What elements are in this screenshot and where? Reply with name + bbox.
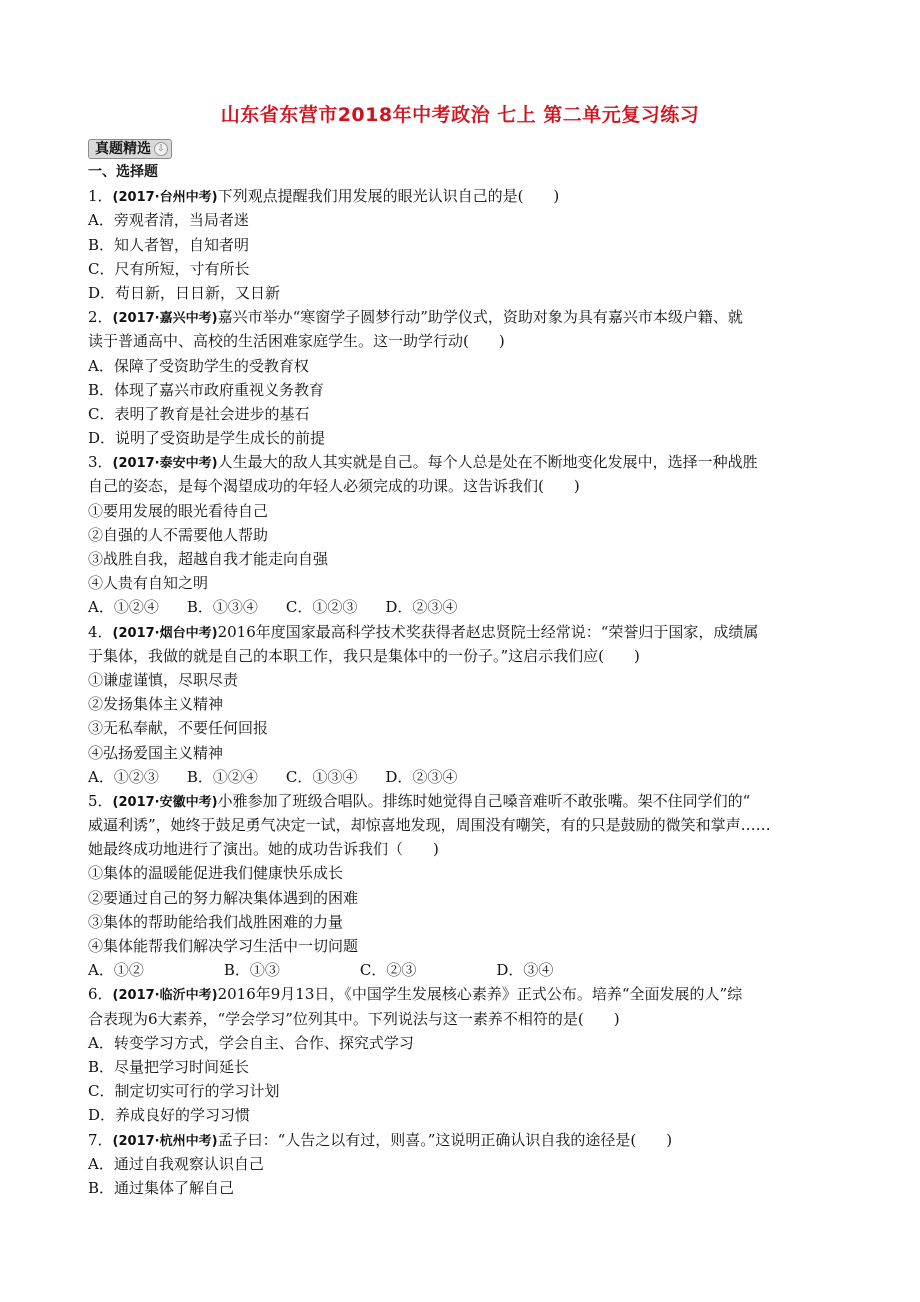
question-source: (2017·台州中考) (112, 190, 218, 206)
answer-choice: C．②③ (359, 961, 417, 980)
answer-choice: D．②③④ (385, 767, 458, 786)
answer-choice: B．①③④ (186, 598, 258, 617)
document-title: 山东省东营市2018年中考政治 七上 第二单元复习练习 (220, 104, 700, 126)
question-number: 6． (88, 985, 113, 1004)
answer-option: C．尺有所短，寸有所长 (88, 259, 250, 278)
question-text: 自己的姿态，是每个渴望成功的年轻人必须完成的功课。这告诉我们( ) (88, 477, 580, 496)
badge-label: 真题精选 (95, 141, 151, 157)
question-text: 于集体，我做的就是自己的本职工作，我只是集体中的一份子。”这启示我们应( ) (88, 646, 640, 665)
answer-choices-row (88, 958, 838, 982)
question-source: (2017·烟台中考) (112, 625, 218, 641)
answer-choices-row (88, 765, 838, 789)
answer-choice: A．①②④ (88, 598, 159, 617)
question-text: 孟子曰：“人告之以有过，则喜。”这说明正确认识自我的途径是( ) (217, 1130, 673, 1149)
question-stem-line (88, 329, 838, 353)
question-text: 她最终成功地进行了演出。她的成功告诉我们（ ) (88, 840, 439, 859)
answer-choice: B．①②④ (186, 767, 258, 786)
question-stem-line (88, 1128, 838, 1152)
answer-choice: D．③④ (496, 961, 554, 980)
question-text: 2016年度国家最高科学技术奖获得者赵忠贤院士经常说：“荣誉归于国家，成绩属 (217, 622, 759, 641)
question-source: (2017·嘉兴中考) (112, 311, 218, 327)
question-text: 人生最大的敌人其实就是自己。每个人总是处在不断地变化发展中，选择一种战胜 (217, 453, 758, 472)
answer-option: B．知人者智，自知者明 (88, 235, 250, 254)
question-text: 嘉兴市举办“寒窗学子圆梦行动”助学仪式，资助对象为具有嘉兴市本级户籍、就 (217, 308, 743, 327)
question-stem-line (88, 450, 838, 474)
answer-option: C．表明了教育是社会进步的基石 (88, 404, 310, 423)
answer-choice: A．①②③ (88, 767, 159, 786)
question-text: 读于普通高中、高校的生活困难家庭学生。这一助学行动( ) (88, 332, 505, 351)
question-number: 2． (88, 308, 113, 327)
answer-option: D．养成良好的学习习惯 (88, 1106, 251, 1125)
question-number: 7． (88, 1130, 113, 1149)
statement-item: ②发扬集体主义精神 (88, 695, 224, 714)
question-number: 5． (88, 791, 113, 810)
statement-item: ④弘扬爱国主义精神 (88, 743, 224, 762)
question-stem-line (88, 474, 838, 498)
question-text: 威逼利诱”，她终于鼓足勇气决定一试，却惊喜地发现，周围没有嘲笑，有的只是鼓励的微笑和掌声…… (88, 816, 771, 835)
statement-item: ④集体能帮我们解决学习生活中一切问题 (88, 937, 359, 955)
question-stem-line (88, 789, 838, 813)
question-text: 2016年9月13日，《中国学生发展核心素养》正式公布。培养“全面发展的人”综 (217, 985, 743, 1004)
answer-choice: D．②③④ (385, 598, 458, 617)
answer-option: D．苟日新，日日新，又日新 (88, 283, 281, 302)
statement-item: ②自强的人不需要他人帮助 (88, 525, 269, 544)
question-stem-line (88, 837, 838, 861)
statement-item: ①谦虚谨慎，尽职尽责 (88, 670, 239, 689)
answer-choices-row (88, 595, 838, 619)
question-stem-line (88, 184, 838, 208)
statement-item: ①要用发展的眼光看待自己 (88, 501, 269, 520)
question-text: 下列观点提醒我们用发展的眼光认识自己的是( ) (217, 187, 560, 206)
answer-option: C．制定切实可行的学习计划 (88, 1082, 280, 1101)
question-source: (2017·泰安中考) (112, 456, 218, 472)
question-text: 小雅参加了班级合唱队。排练时她觉得自己嗓音难听不敢张嘴。架不住同学们的“ (217, 791, 751, 810)
question-stem-line (88, 644, 838, 668)
statement-item: ①集体的温暖能促进我们健康快乐成长 (88, 864, 344, 883)
question-stem-line (88, 620, 838, 644)
answer-option: A．保障了受资助学生的受教育权 (88, 356, 309, 375)
question-number: 4． (88, 622, 113, 641)
answer-choice: B．①③ (223, 961, 280, 980)
statement-item: ③无私奉献，不要任何回报 (88, 719, 269, 738)
statement-item: ②要通过自己的努力解决集体遇到的困难 (88, 888, 359, 907)
question-stem-line (88, 813, 838, 837)
question-stem-line (88, 1007, 838, 1031)
question-source: (2017·安徽中考) (112, 794, 218, 810)
answer-option: D．说明了受资助是学生成长的前提 (88, 429, 326, 448)
question-source: (2017·杭州中考) (112, 1133, 218, 1149)
question-number: 3． (88, 453, 113, 472)
question-stem-line (88, 305, 838, 329)
answer-choice: A．①② (88, 961, 144, 980)
answer-option: B．尽量把学习时间延长 (88, 1057, 250, 1076)
section-badge (88, 139, 172, 159)
down-arrow-icon: ⇩ (154, 142, 168, 156)
question-source: (2017·临沂中考) (112, 988, 218, 1004)
section-heading: 一、选择题 (88, 164, 158, 180)
question-list (88, 160, 838, 1200)
answer-option: A．旁观者清，当局者迷 (88, 211, 249, 230)
answer-choice: C．①③④ (285, 767, 358, 786)
answer-option: B．通过集体了解自己 (88, 1178, 235, 1197)
answer-option: A．通过自我观察认识自己 (88, 1154, 264, 1173)
question-stem-line (88, 982, 838, 1006)
answer-option: B．体现了嘉兴市政府重视义务教育 (88, 380, 325, 399)
answer-choice: C．①②③ (285, 598, 358, 617)
answer-option: A．转变学习方式，学会自主、合作、探究式学习 (88, 1033, 414, 1052)
statement-item: ④人贵有自知之明 (88, 574, 209, 593)
question-number: 1． (88, 187, 113, 206)
statement-item: ③战胜自我，超越自我才能走向自强 (88, 550, 329, 568)
statement-item: ③集体的帮助能给我们战胜困难的力量 (88, 912, 344, 931)
question-text: 合表现为6大素养，“学会学习”位列其中。下列说法与这一素养不相符的是( ) (88, 1009, 620, 1028)
